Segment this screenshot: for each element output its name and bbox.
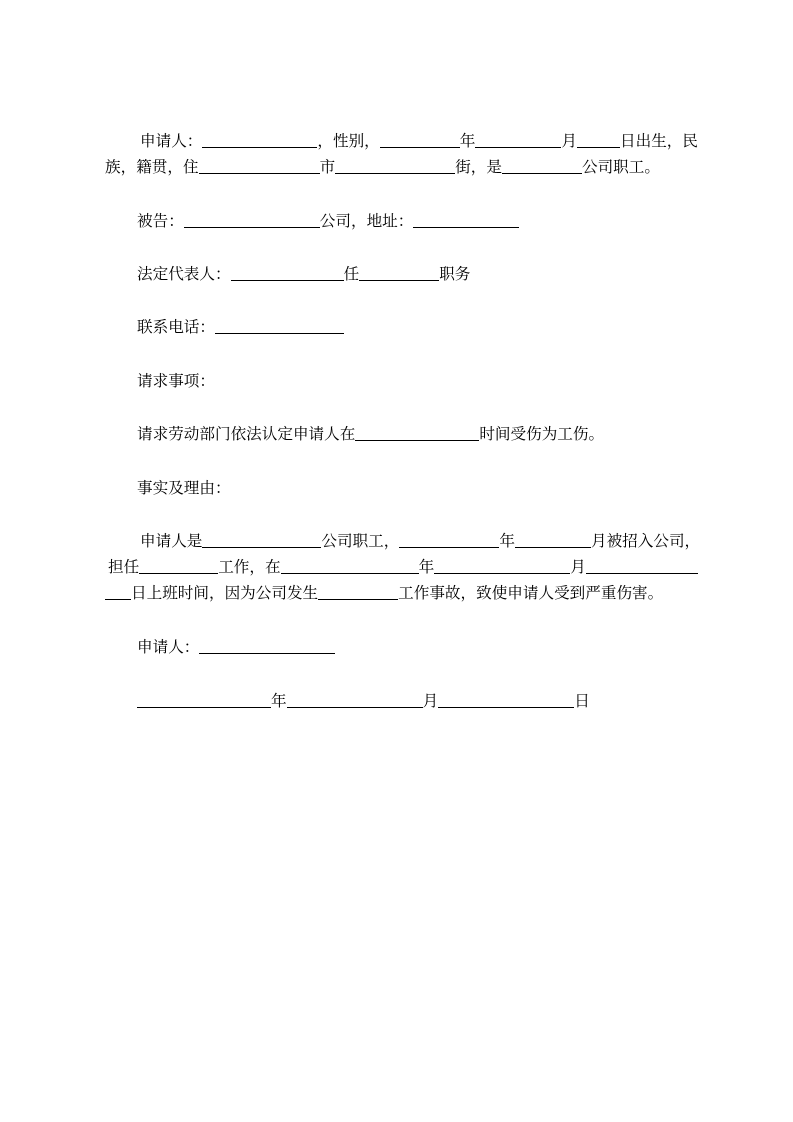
blank-accident-day	[586, 573, 698, 574]
request-text-start: 请求劳动部门依法认定申请人在	[137, 425, 356, 443]
blank-defendant-address	[413, 227, 519, 228]
applicant-line-2	[105, 154, 660, 180]
blank-sign-day	[438, 707, 574, 708]
applicant-label: 申请人：	[140, 132, 203, 150]
gender-label: ，性别，	[317, 132, 380, 150]
request-heading-text: 请求事项：	[137, 372, 215, 390]
accident-month-label: 月	[570, 558, 586, 576]
accident-year-label: 年	[418, 558, 435, 576]
date-line	[137, 688, 590, 714]
sign-year-label: 年	[271, 692, 287, 710]
hire-year-label: 年	[499, 532, 515, 550]
blank-birth-month	[475, 147, 561, 148]
blank-legal-representative-name	[231, 280, 344, 281]
blank-legal-representative-position	[359, 280, 439, 281]
blank-hire-year	[399, 547, 499, 548]
blank-injury-time	[355, 440, 479, 441]
street-label: 街，是	[455, 158, 502, 176]
month-label: 月	[561, 132, 577, 150]
facts-line-2	[108, 554, 698, 580]
injury-text: 工作事故，致使申请人受到严重伤害。	[398, 584, 664, 602]
address-label: 公司，地址：	[319, 212, 414, 230]
blank-defendant-company	[184, 227, 320, 228]
defendant-line	[137, 208, 519, 234]
accident-time-text: 日上班时间，因为公司发生	[131, 584, 319, 602]
facts-heading	[137, 475, 231, 501]
blank-birth-day	[577, 147, 620, 148]
blank-job-title	[139, 573, 218, 574]
blank-accident-day-continued	[105, 599, 131, 600]
blank-accident-type	[318, 599, 398, 600]
signature-line	[137, 634, 335, 660]
blank-accident-year	[281, 573, 419, 574]
blank-accident-month	[434, 573, 570, 574]
blank-hire-month	[515, 547, 591, 548]
blank-company	[202, 547, 321, 548]
request-line	[137, 421, 604, 447]
defendant-label: 被告：	[137, 212, 184, 230]
blank-city	[199, 173, 320, 174]
job-label: 担任	[108, 558, 140, 576]
native-place-text: 族，籍贯，住	[105, 158, 199, 176]
hired-text: 月被招入公司，	[590, 532, 701, 550]
blank-gender-birth-year	[380, 147, 460, 148]
sign-month-label: 月	[422, 692, 439, 710]
blank-signature	[199, 653, 335, 654]
company-employee-text: 公司职工，	[321, 532, 400, 550]
city-label: 市	[319, 158, 336, 176]
signature-label: 申请人：	[137, 638, 200, 656]
year-label: 年	[459, 132, 476, 150]
birth-ethnicity-text: 日出生，民	[620, 132, 698, 150]
facts-heading-text: 事实及理由：	[137, 479, 231, 497]
employee-text: 公司职工。	[581, 158, 660, 176]
work-at-text: 工作，在	[218, 558, 281, 576]
contact-phone-line	[137, 314, 344, 340]
request-heading	[137, 368, 215, 394]
applicant-line-1	[140, 128, 698, 154]
blank-sign-month	[287, 707, 423, 708]
sign-day-label: 日	[574, 692, 590, 710]
blank-sign-year	[137, 707, 271, 708]
blank-employer	[502, 173, 582, 174]
blank-applicant-name	[202, 147, 317, 148]
legal-representative-label: 法定代表人：	[137, 265, 231, 283]
facts-line-1	[140, 528, 700, 554]
request-text-end: 时间受伤为工伤。	[479, 425, 605, 443]
facts-line-3	[105, 580, 663, 606]
position-label: 任	[343, 265, 360, 283]
blank-contact-phone	[215, 333, 344, 334]
blank-street	[335, 173, 455, 174]
duty-label: 职务	[439, 265, 471, 283]
contact-phone-label: 联系电话：	[137, 318, 215, 336]
legal-representative-line	[137, 261, 470, 287]
facts-applicant-text: 申请人是	[140, 532, 203, 550]
